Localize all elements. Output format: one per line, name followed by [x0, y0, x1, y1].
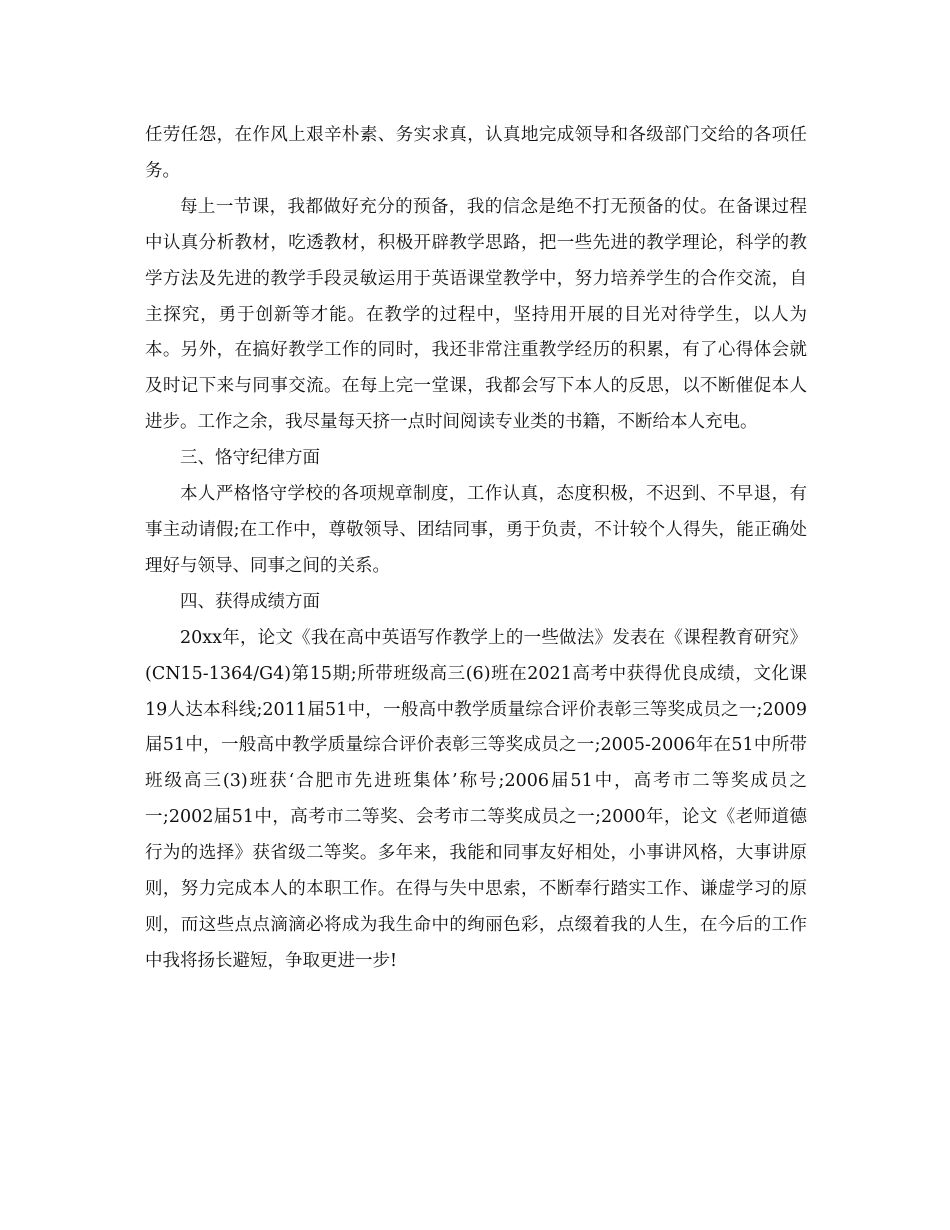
section-heading-discipline: 三、恪守纪律方面 [180, 448, 320, 469]
paragraph-teaching-preparation: 每上一节课，我都做好充分的预备，我的信念是绝不打无预备的仗。在备课过程中认真分析教材，吃透教材，积极开辟教学思路，把一些先进的教学理论，科学的教学方法及先进的教学手段灵敏运用于英语课堂教学中，努力培养学生的合作交流，自主探究，勇于创新等才能。在教学的过程中，坚持用开展的目光对待学生，以人为本。另外，在搞好教学工作的同时，我还非常注重教学经历的积累，有了心得体会就及时记下来与同事交流。在每上完一堂课，我都会写下本人的反思，以不断催促本人进步。工作之余，我尽量每天挤一点时间阅读专业类的书籍，不断给本人充电。 [145, 196, 807, 433]
paragraph-discipline: 本人严格恪守学校的各项规章制度，工作认真，态度积极，不迟到、不早退，有事主动请假;在工作中，尊敬领导、团结同事，勇于负责，不计较个人得失，能正确处理好与领导、同事之间的关系。 [145, 484, 807, 576]
document-body [145, 118, 807, 980]
paragraph-continuation: 任劳任怨，在作风上艰辛朴素、务实求真，认真地完成领导和各级部门交给的各项任务。 [145, 125, 807, 181]
section-heading-achievements: 四、获得成绩方面 [180, 591, 320, 612]
paragraph-achievements: 20xx年，论文《我在高中英语写作教学上的一些做法》发表在《课程教育研究》(CN15-1364/G4)第15期;所带班级高三(6)班在2021高考中获得优良成绩，文化课19人达本科线;2011届51中，一般高中教学质量综合评价表彰三等奖成员之一;2009届51中，一般高中教学质量综合评价表彰三等奖成员之一;2005-2006年在51中所带班级高三(3)班获‘合肥市先进班集体’称号;2006届51中，高考市二等奖成员之一;2002届51中，高考市二等奖、会考市二等奖成员之一;2000年，论文《老师道德行为的选择》获省级二等奖。多年来，我能和同事友好相处，小事讲风格，大事讲原则，努力完成本人的本职工作。在得与失中思索，不断奉行踏实工作、谦虚学习的原则，而这些点点滴滴必将成为我生命中的绚丽色彩，点缀着我的人生，在今后的工作中我将扬长避短，争取更进一步! [145, 627, 807, 971]
